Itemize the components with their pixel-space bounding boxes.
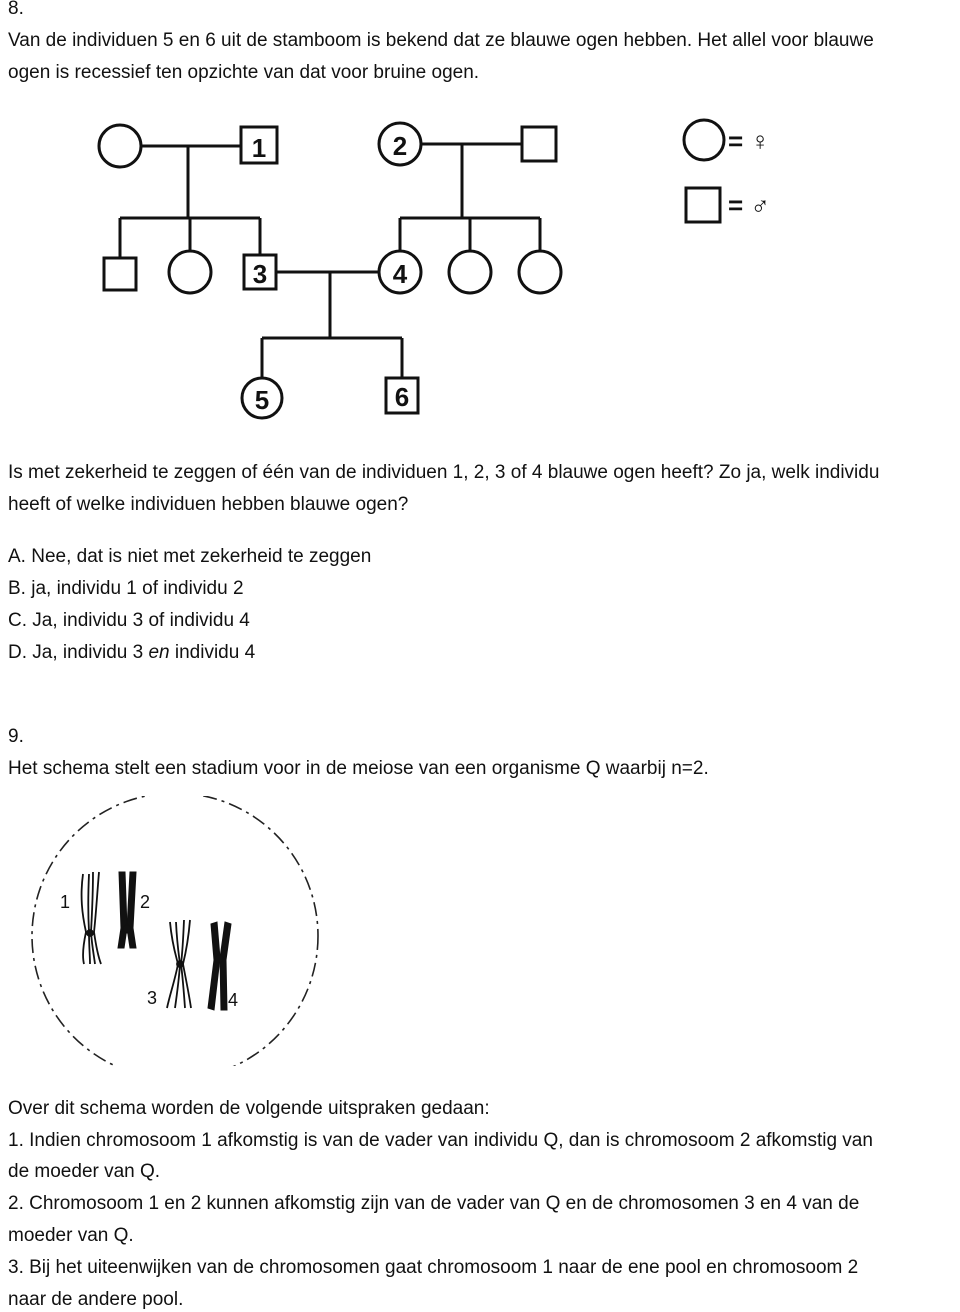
statement-1: 1. Indien chromosoom 1 afkomstig is van de vader van individu Q, dan is chromosoom 2 afkomstig van <box>8 1130 873 1151</box>
option-a: A. Nee, dat is niet met zekerheid te zeggen <box>8 546 372 567</box>
question-text: Is met zekerheid te zeggen of één van de individuen 1, 2, 3 of 4 blauwe ogen heeft? Zo ja, welk individu <box>8 462 880 483</box>
chromosome-1 <box>82 872 101 964</box>
option-d <box>8 641 255 665</box>
pedigree-label-5: 5 <box>254 385 270 415</box>
pedigree-label-4: 4 <box>392 259 408 289</box>
cell-membrane <box>32 796 318 1066</box>
statements-intro: Over dit schema worden de volgende uitspraken gedaan: <box>8 1098 490 1119</box>
question-number: 8. <box>8 0 24 19</box>
chromosome-label-2: 2 <box>140 892 151 912</box>
pedigree-female-symbol <box>449 251 491 293</box>
legend-male-label: = ♂ <box>728 190 770 220</box>
option-b: B. ja, individu 1 of individu 2 <box>8 578 244 599</box>
chromosome-label-3: 3 <box>147 988 158 1008</box>
chromosome-3 <box>167 920 191 1008</box>
pedigree-male-symbol <box>104 258 136 290</box>
pedigree-label-1: 1 <box>251 133 267 163</box>
pedigree-label-6: 6 <box>394 382 410 412</box>
chromosome-2 <box>118 872 136 948</box>
statement-3: 3. Bij het uiteenwijken van de chromosomen gaat chromosoom 1 naar de ene pool en chromosoom 2 <box>8 1257 859 1278</box>
statement-2-continued: moeder van Q. <box>8 1225 134 1246</box>
statement-3-continued: naar de andere pool. <box>8 1289 184 1310</box>
chromosome-label-4: 4 <box>228 990 239 1010</box>
chromosome-label-1: 1 <box>60 892 71 912</box>
pedigree-label-2: 2 <box>392 131 408 161</box>
legend-female-label: = ♀ <box>728 126 770 156</box>
legend-female-symbol <box>684 120 724 160</box>
option-d-suffix: individu 4 <box>169 642 256 663</box>
pedigree-female-symbol <box>169 251 211 293</box>
meiosis-cell-figure <box>0 796 320 1066</box>
pedigree-female-symbol <box>99 125 141 167</box>
pedigree-male-symbol <box>522 127 556 161</box>
statement-2: 2. Chromosoom 1 en 2 kunnen afkomstig zijn van de vader van Q en de chromosomen 3 en 4 van de <box>8 1193 860 1214</box>
intro-text: Van de individuen 5 en 6 uit de stamboom is bekend dat ze blauwe ogen hebben. Het allel voor blauwe <box>8 30 874 51</box>
question-text: heeft of welke individuen hebben blauwe ogen? <box>8 494 409 515</box>
option-c: C. Ja, individu 3 of individu 4 <box>8 610 250 631</box>
pedigree-diagram <box>0 100 960 430</box>
option-d-emphasis: en <box>148 642 170 663</box>
statement-1-continued: de moeder van Q. <box>8 1161 161 1182</box>
question-number: 9. <box>8 726 24 747</box>
option-d-prefix: D. Ja, individu 3 <box>8 642 149 663</box>
intro-text: ogen is recessief ten opzichte van dat voor bruine ogen. <box>8 62 480 83</box>
intro-text: Het schema stelt een stadium voor in de meiose van een organisme Q waarbij n=2. <box>8 758 709 779</box>
pedigree-female-symbol <box>519 251 561 293</box>
legend-male-symbol <box>686 188 720 222</box>
pedigree-label-3: 3 <box>252 259 268 289</box>
